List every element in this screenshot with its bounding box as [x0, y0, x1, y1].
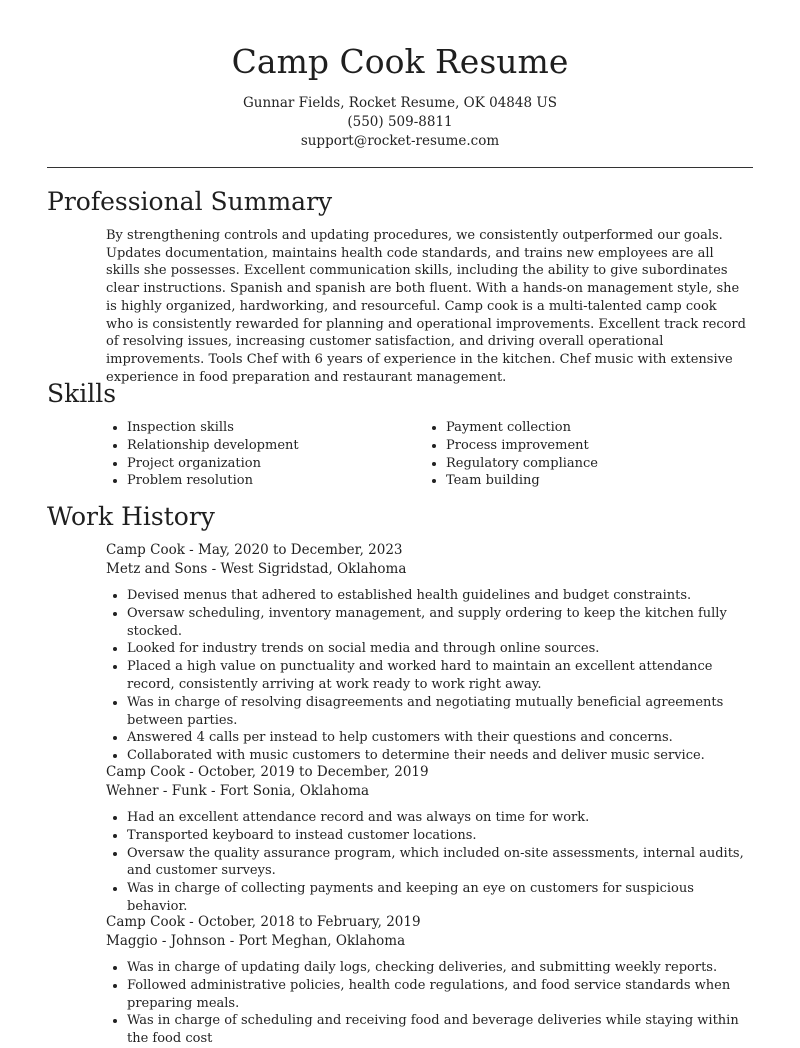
job-bullet: Transported keyboard to instead customer locations. — [106, 827, 756, 845]
skill-item: Regulatory compliance — [425, 455, 725, 473]
job-bullet: Was in charge of collecting payments and keeping an eye on customers for suspicious behavior. — [106, 880, 756, 916]
page-title: Camp Cook Resume — [231, 42, 569, 81]
skill-item: Payment collection — [425, 419, 725, 437]
job-company: Maggio - Johnson - Port Meghan, Oklahoma — [106, 933, 406, 949]
skill-item: Team building — [425, 472, 725, 490]
job-bullet: Was in charge of resolving disagreements and negotiating mutually beneficial agreements between parties. — [106, 694, 756, 730]
job-bullets — [106, 809, 756, 916]
job-bullet: Was in charge of updating daily logs, checking deliveries, and submitting weekly reports. — [106, 959, 756, 977]
job-company: Wehner - Funk - Fort Sonia, Oklahoma — [106, 783, 370, 799]
job-bullet: Looked for industry trends on social media and through online sources. — [106, 640, 756, 658]
skill-item: Project organization — [106, 455, 406, 473]
skills-list-left — [106, 419, 406, 490]
job-title: Camp Cook - October, 2018 to February, 2019 — [106, 914, 421, 930]
job-bullet: Oversaw scheduling, inventory management, and supply ordering to keep the kitchen fully stocked. — [106, 605, 756, 641]
job-bullet: Placed a high value on punctuality and worked hard to maintain an excellent attendance record, consistently arriving at work ready to work right away. — [106, 658, 756, 694]
summary-text: By strengthening controls and updating procedures, we consistently outperformed our goals. Updates documentation, maintains health code standards, and trains new employees are all skills she possesses. Excellent communication skills, including the ability to give subordinates clear instructions. Spanish and spanish are both fluent. With a hands-on management style, she is highly organized, hardworking, and resourceful. Camp cook is a multi-talented camp cook who is consistently rewarded for planning and operational improvements. Excellent track record of resolving issues, increasing customer satisfaction, and driving overall operational improvements. Tools Chef with 6 years of experience in the kitchen. Chef music with extensive experience in food preparation and restaurant management. — [106, 228, 746, 385]
contact-phone: (550) 509-8811 — [347, 114, 453, 130]
skill-item: Problem resolution — [106, 472, 406, 490]
skill-item: Relationship development — [106, 437, 406, 455]
skills-heading: Skills — [47, 379, 117, 408]
job-bullet: Had an excellent attendance record and was always on time for work. — [106, 809, 756, 827]
job-bullets — [106, 587, 756, 765]
skills-list-right — [425, 419, 725, 490]
job-title: Camp Cook - May, 2020 to December, 2023 — [106, 542, 403, 558]
job-bullet: Followed administrative policies, health code regulations, and food service standards when preparing meals. — [106, 977, 756, 1013]
skill-item: Process improvement — [425, 437, 725, 455]
job-bullet: Collaborated with music customers to determine their needs and deliver music service. — [106, 747, 756, 765]
job-company: Metz and Sons - West Sigridstad, Oklahoma — [106, 561, 407, 577]
skill-item: Inspection skills — [106, 419, 406, 437]
summary-heading: Professional Summary — [47, 187, 333, 216]
contact-email: support@rocket-resume.com — [300, 133, 500, 149]
job-bullet: Oversaw the quality assurance program, which included on-site assessments, internal audits, and customer surveys. — [106, 845, 756, 881]
header-divider — [47, 167, 753, 168]
job-bullet: Devised menus that adhered to established health guidelines and budget constraints. — [106, 587, 756, 605]
work-history-heading: Work History — [47, 502, 215, 531]
contact-address: Gunnar Fields, Rocket Resume, OK 04848 US — [242, 95, 557, 111]
job-title: Camp Cook - October, 2019 to December, 2019 — [106, 764, 429, 780]
job-bullet: Was in charge of scheduling and receiving food and beverage deliveries while staying within the food cost — [106, 1012, 756, 1048]
job-bullet: Answered 4 calls per instead to help customers with their questions and concerns. — [106, 729, 756, 747]
